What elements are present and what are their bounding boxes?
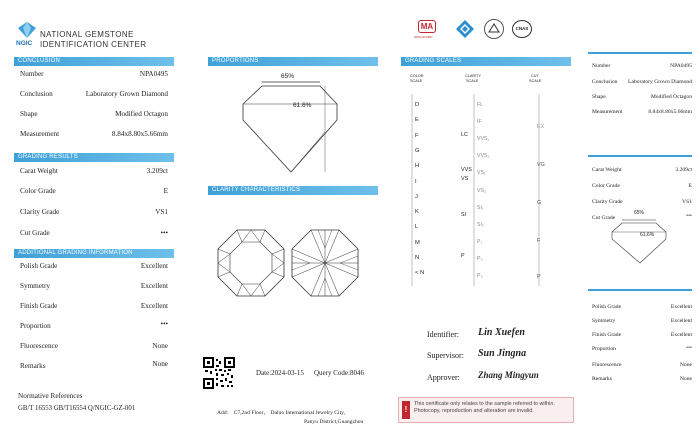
table-percent: 65% [281,73,295,80]
clarity-grade-label: P₃ [477,273,483,279]
summary-extra-label: Symmetry [592,318,616,324]
clarity-scale-header-line: CLARITY [465,74,482,78]
signature-name: Lin Xuefen [478,327,525,338]
summary-depth-percent: 61.6% [640,232,655,238]
additional-label: Polish Grade [20,262,58,270]
summary-extra-value: Excellent [670,304,692,310]
additional-label: Symmetry [20,282,50,290]
summary-extra-value: Excellent [670,318,692,324]
cut-grade-label: VG [537,162,545,168]
grading-label: Carat Weight [20,167,58,175]
summary-extra-label: Proportion [592,346,616,352]
color-scale-header-line: SCALE [410,79,423,83]
signature-role: Identifier: [427,330,459,339]
notice-box [398,397,574,423]
summary-value: E [688,183,692,189]
clarity-group-label: VVS [461,167,472,173]
cma-number: 2023-00-0987 [414,35,433,39]
clarity-scale-header-line: SCALE [466,79,479,83]
additional-value: None [152,360,168,368]
conclusion-label: Shape [20,110,38,118]
clarity-grade-label: SI₁ [477,204,484,211]
normative-text: GB/T 16553 GB/T16554 Q/NGIC-GZ-001 [18,405,136,412]
color-scale-header-line: COLOR [410,74,424,78]
clarity-group-label: SI [461,212,467,218]
conclusion-value: Laboratory Grown Diamond [85,90,168,98]
clarity-grade-label: FL [477,102,484,108]
summary-label: Conclusion [592,79,618,85]
notice-text: This certificate only relates to the sample referred to within. Photocopy, reproduction and alteration are invalid. [414,401,555,414]
cut-scale-header-line: SCALE [529,79,542,83]
conclusion-value: NPA0495 [139,70,168,78]
additional-value: Excellent [140,302,168,310]
clarity-grade-label: VVS₂ [477,153,490,160]
depth-percent: 61.6% [293,102,312,109]
signature-name: Zhang Mingyun [478,370,539,380]
additional-value: Excellent [140,262,168,270]
additional-value: Excellent [140,282,168,290]
grading-value: ••• [160,229,168,237]
color-grade-letter: H [415,163,420,170]
conclusion-value: 8.84x8.80x5.66mm [111,130,168,138]
color-grade-letter: I [415,178,417,185]
color-grade-letter: E [415,117,419,124]
summary-extra-label: Fluorescence [592,362,622,368]
org-name-line1: NATIONAL GEMSTONE [40,30,134,39]
crown-plot-diagram [216,228,286,298]
conclusion-bar: CONCLUSION [14,57,174,66]
conclusion-value: Modified Octagon [115,110,168,118]
summary-accent-bar [588,289,692,291]
cut-grade-label: P [537,274,541,280]
ngic-logo [18,22,36,38]
org-name-line2: IDENTIFICATION CENTER [40,40,147,49]
summary-extra-value: None [679,376,692,382]
clarity-grade-label: IF [477,119,482,126]
grading-label: Cut Grade [20,229,50,237]
cma-mark: MA [418,20,436,33]
cnas-logo [512,20,532,38]
clarity-group-label: LC [461,132,468,138]
summary-value: NPA0495 [670,63,692,69]
conclusion-label: Conclusion [20,90,53,98]
grading-label: Clarity Grade [20,208,60,216]
grading-value: VS1 [155,208,168,216]
pavilion-plot-diagram [290,228,360,298]
additional-value: ••• [160,320,168,328]
summary-extra-label: Finish Grade [592,332,622,338]
summary-accent-bar [588,52,692,54]
summary-extra-value: None [679,362,692,368]
summary-value: VS1 [682,199,692,205]
summary-accent-bar [588,155,692,157]
cut-grade-label: F [537,238,541,244]
color-grade-letter: M [415,239,420,246]
clarity-characteristics-bar: CLARITY CHARACTERISTICS [208,186,378,195]
summary-extra-label: Remarks [592,376,612,382]
summary-extra-value: Excellent [670,332,692,338]
clarity-grade-label: VVS₁ [477,136,490,143]
cma-logo [416,20,438,42]
proportion-diagram [225,72,365,177]
grading-label: Color Grade [20,187,56,195]
clarity-grade-label: P₂ [477,255,483,262]
clarity-grade-label: SI₂ [477,221,484,228]
additional-label: Fluorescence [20,342,58,350]
summary-extra-value: ••• [686,345,692,351]
grading-results-bar: GRADING RESULTS [14,153,174,162]
additional-label: Finish Grade [20,302,58,310]
additional-label: Proportion [20,322,51,330]
round-cert-logo [484,19,504,39]
summary-label: Carat Weight [592,167,622,173]
summary-value: 8.84x8.80x5.66mm [648,109,692,115]
signature-role: Approver: [427,373,460,382]
cut-grade-label: EX [537,124,545,130]
clarity-group-label: VS [461,176,469,182]
grading-value: 3.209ct [146,167,168,175]
diamond-cert-logo [456,20,474,38]
color-grade-letter: L [415,224,419,231]
additional-value: None [152,342,168,350]
color-grade-letter: G [415,147,420,154]
color-grade-letter: J [415,193,418,200]
conclusion-label: Number [20,70,44,78]
summary-label: Clarity Grade [592,199,623,205]
grading-value: E [163,187,168,195]
color-grade-letter: D [415,102,420,108]
summary-value: ••• [686,213,692,219]
signature-role: Supervisor: [427,351,464,360]
conclusion-label: Measurement [20,130,60,138]
clarity-grade-label: VS₁ [477,170,486,177]
additional-info-bar: ADDITIONAL GRADING INFORMATION [14,249,174,258]
color-grade-letter: N [415,255,420,261]
query-code: Query Code:8046 [314,369,364,377]
cut-scale-header-line: CUT [531,74,539,78]
address-line2: Panyu District,Guangzhou [304,419,364,425]
summary-label: Number [592,63,611,69]
summary-extra-label: Polish Grade [592,304,622,310]
color-grade-letter: < N [415,270,425,277]
clarity-grade-label: P₁ [477,238,483,245]
clarity-group-label: P [461,253,465,259]
summary-proportion-diagram [600,217,680,267]
summary-label: Cut Grade [592,215,616,221]
address-line1: Add： C7,2nd Floor， Daluo International Jewelry City, [217,410,345,416]
issue-date: Date:2024-03-15 [256,369,304,377]
logo-text: NGIC [16,40,33,47]
grading-scales-bar: GRADING SCALES [401,57,571,66]
cut-grade-label: G [537,200,542,206]
additional-label: Remarks [20,362,46,370]
summary-value: 3.209ct [675,167,692,173]
warning-icon: ! [402,401,410,419]
proportions-bar: PROPORTIONS [208,57,378,66]
signature-name: Sun Jingna [478,348,527,359]
qr-code [203,357,235,389]
summary-label: Color Grade [592,183,620,189]
summary-label: Measurement [592,109,623,115]
summary-label: Shape [592,94,606,100]
color-grade-letter: K [415,209,419,216]
summary-value: Laboratory Grown Diamond [627,79,692,85]
color-grade-letter: F [415,132,419,139]
summary-table-percent: 65% [634,210,645,216]
summary-value: Modified Octagon [650,94,692,100]
clarity-grade-label: VS₂ [477,187,486,194]
cnas-text: CNAS [515,26,529,31]
normative-title: Normative References [18,392,83,400]
